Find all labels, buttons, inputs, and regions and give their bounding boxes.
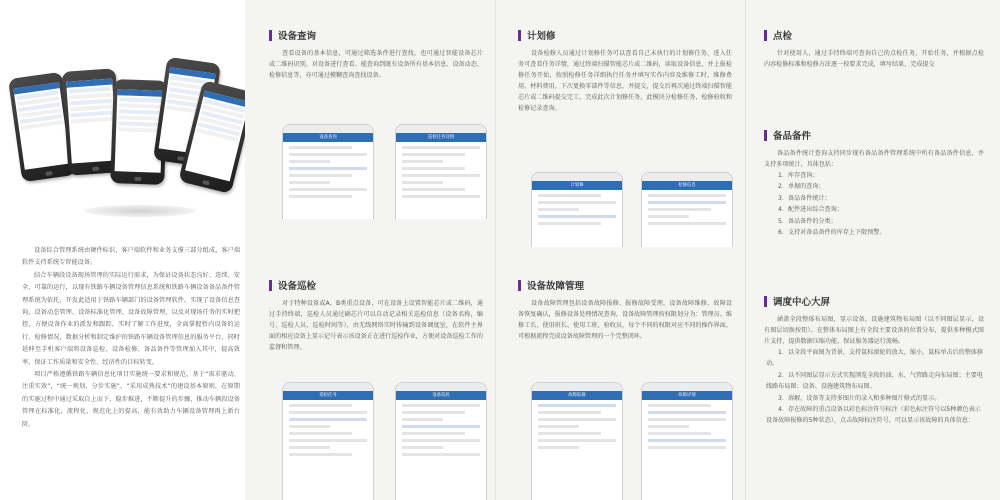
screenshot-card: [531, 382, 623, 500]
phone-shadow: [85, 205, 195, 217]
list-item: 2．单据的查询；: [778, 183, 825, 191]
spare-list: [764, 170, 984, 238]
screenshot-card: [282, 124, 374, 219]
panel-query-patrol: [245, 0, 495, 500]
list-item: 3．溶解，设备等支持多图片的录入和多种图片格式的显示。: [778, 394, 941, 402]
section-title: 设备查询: [278, 31, 317, 42]
section-bar-icon: [764, 296, 767, 307]
list-item: 6．支持对备品备件的库存上下限预警。: [778, 229, 886, 237]
card-header: 巡检任务: [283, 391, 373, 400]
section-bar-icon: [269, 30, 272, 41]
section-text: 设备故障管理包括设备故障报修、报修故障受理，设备故障维修、故障设备恢复确认，报修设备处理情况查询，设备故障管理按权限划分为：管理员、维修工长、使用班长、使用工班、验收员，每个不同的权限对应不同的操作界面，可根据流程完成设备故障管理的一个完整闭环。: [518, 300, 732, 340]
section-bar-icon: [764, 30, 767, 41]
screenshot-card: [282, 382, 374, 500]
panel-plan-fault: [495, 0, 745, 500]
card-header: 设备巡检: [396, 391, 486, 400]
list-item: 4．存在故障的重点设备以彩色标注符号标注（彩色标注符号以5种颜色表示设备故障报修的5种状态），点击故障标注符号，可以显示该故障的具体信息：: [766, 406, 981, 425]
screenshot-card: [641, 382, 733, 500]
section-dispatch-screen: [764, 294, 984, 427]
card-header: 检修信息: [642, 181, 732, 190]
list-item: 1．以全段平面图为背景，支持鼠标滚轮的放大，缩小，鼠标单击后的整体移动。: [766, 349, 983, 368]
section-title: 计划修: [527, 31, 556, 42]
screenshot-card: [531, 172, 623, 247]
list-item: 4．配件进出综合查询；: [778, 206, 843, 214]
section-bar-icon: [269, 280, 272, 291]
screenshot-card: [395, 382, 487, 500]
section-title: 设备故障管理: [527, 281, 585, 292]
dispatch-list: [764, 347, 984, 427]
panel-spot-spare-dispatch: [745, 0, 1000, 500]
card-header: 巡检任务详情: [396, 133, 486, 142]
section-spot-check: [764, 28, 984, 70]
screenshot-card: [395, 124, 487, 219]
intro-text: [22, 245, 240, 431]
list-item: 2．以不同图层显示方式实现浏览全段的油、水、气管路走向布局图；主要电线路布局图；设备、设施建筑物布局图。: [766, 371, 983, 391]
section-text: 涵盖全段整体布局图，显示设备，设施建筑物布局图（以不同图层显示，设有图层切换按钮）。在整体布局图上有全段主要设备的位置分布，提供多种模式图片支持，提供数据压缩功能，保证服务器运行流畅。: [764, 316, 984, 345]
section-text: 查看设备的基本信息，可通过筛选条件进行查找，也可通过智能设备芯片或二维码识别，对设备进行查看。能查询到既有设备所有基本信息、设备动态、检修信息等，亦可通过模糊查询查找设备。: [269, 50, 483, 79]
list-item: 1．库存查询；: [778, 172, 819, 179]
card-header: 故障报修: [532, 391, 622, 400]
list-item: 3．备品备件统计；: [778, 194, 831, 202]
section-title: 点检: [773, 31, 793, 42]
section-title: 设备巡检: [278, 281, 317, 292]
screenshot-card: [641, 172, 733, 247]
section-title: 备品备件: [773, 131, 812, 142]
section-fault-management: [518, 278, 732, 342]
section-bar-icon: [764, 130, 767, 141]
section-planned-maintenance: [518, 28, 732, 114]
intro-paragraph-3: 项目严格遵循铁路车辆信息化项目实施统一要求和规范，基于“需求驱动、注重实效”，“统一规划、分步实施”，“采用成熟技术”的建设基本原则，在原期的实施过程中通过采取自上而下，稳步推进，不断提升的步骤，推动车辆段设备管理在标准化、流程化、规范化上的提高，能有效助力车辆设备管理再上新台阶。: [22, 371, 240, 428]
section-text: 备品备件统计查询支持同步现有备品备件管理系统中所有备品备件信息，并支持多项统计，具体包括：: [764, 150, 984, 168]
list-item: 5．备品备件的分类；: [778, 217, 837, 225]
section-text: 对于特种设备或A、B类重点设备，可在设备上设置智能芯片或二维码，通过手持终端，巡检人员通过刷芯片可以自动记录相关巡检信息（设备名称，编号，巡检人员，巡检时间等），由无线网络实时传输到设备调度室，在软件主界面的相应设备上显示记号表示该设备正在进行巡检作业，方便对设备巡检工作的监督和管理。: [269, 300, 483, 351]
section-bar-icon: [518, 280, 521, 291]
intro-paragraph-2: 结合车辆段设备现场管理的实际运行需求，为保证设备状态良好、连续、安全、可靠的运行，以现有铁路车辆设备管理信息系统和铁路车辆设备备品备件管理系统为依托，开发此适用于铁路车辆部门的设备管理软件。实现了设备信息查询、设备动态管理、设备标准化管理、设备故障管理，以及对现场任务的实时把控，方便设备作业的派发和跟踪，实时了解工作进度，全面掌握暂内设备的运行、检修情况，数据分析和制定维护的铁路车辆设备管理信息的服务平台，同时延伸至手机客户端将设备巡检、设备检修、备品备件等管理加入其中，提高效率，保证工作质量和安全性、经济性的目标转变。: [22, 271, 240, 366]
section-text: 设备检修人员通过计划修任务可以查看自己未执行的计划修任务，进入任务可查看任务详情，通过终端扫描智能芯片或二维码，读取设备信息，并上报检修任务开始，按照检修任务详细执行任务并填写实作内容及维修工时、维修费用、材料费用，下次更换零部件等信息，并提交，提交后再次通过终端扫描智能芯片或二维码提交完工，完成此次计划修任务，此模块分检修任务，检修验收和检修记录查询。: [518, 50, 732, 112]
intro-panel: [0, 0, 245, 500]
card-header: 故障详情: [642, 391, 732, 400]
section-text: 针对使用人，通过手持终端可查询自己的点检任务，开始任务，并根据点检内容检修标准和检修方法逐一按要求完成，填写结果，完成提交: [764, 50, 984, 68]
section-device-patrol: [269, 278, 483, 353]
card-header: 计划修: [532, 181, 622, 190]
section-spare-parts: [764, 128, 984, 238]
section-title: 调度中心大屏: [773, 297, 831, 308]
intro-paragraph-1: 设备综合管理系统由硬件标识、客户端软件和业务支撑三部分组成，客户端软件支持系统专智能设备。: [22, 247, 240, 267]
card-header: 设备查询: [283, 133, 373, 142]
section-bar-icon: [518, 30, 521, 41]
section-device-query: [269, 28, 483, 81]
